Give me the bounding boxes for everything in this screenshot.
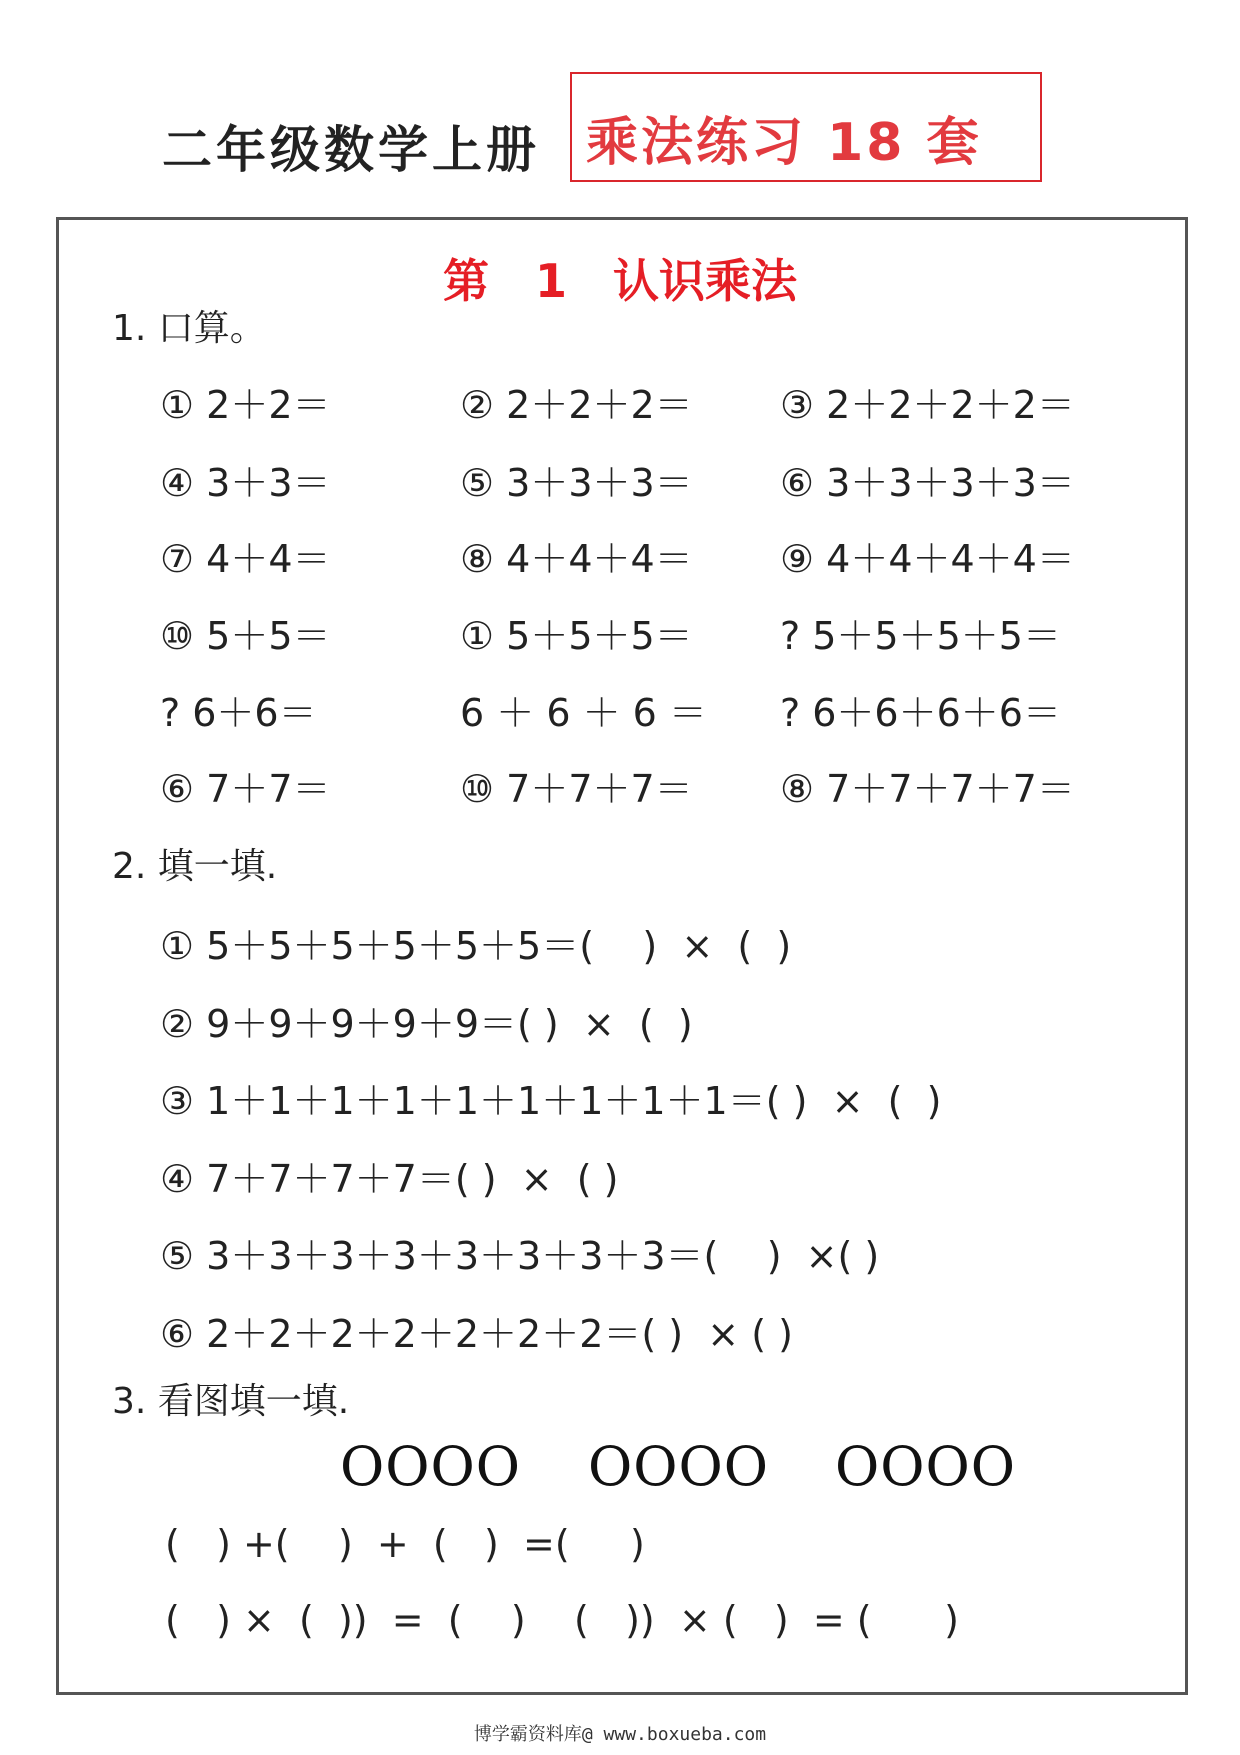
worksheet-subtitle: 乘法练习 18 套: [586, 113, 982, 173]
worksheet-title: 二年级数学上册: [162, 121, 540, 179]
q1-expr: ⑧ 4＋4＋4＝: [460, 537, 693, 581]
circle-group: OOOO: [835, 1435, 1017, 1498]
q1-expr: ⑩ 5＋5＝: [160, 614, 331, 658]
q1-expr: ③ 2＋2＋2＋2＝: [780, 383, 1075, 427]
q1-expr: ④ 3＋3＝: [160, 461, 331, 505]
q1-heading: 1. 口算。: [112, 308, 266, 349]
q1-expr: 6 ＋ 6 ＋ 6 ＝: [460, 691, 707, 735]
q2-item: ② 9＋9＋9＋9＋9＝( ) × ( ): [160, 1002, 693, 1046]
q1-expr: ⑦ 4＋4＝: [160, 537, 331, 581]
worksheet-subtitle-box: [570, 72, 1042, 182]
q1-expr: ① 5＋5＋5＝: [460, 614, 693, 658]
q1-expr: ① 2＋2＝: [160, 383, 331, 427]
q3-heading: 3. 看图填一填.: [112, 1381, 350, 1422]
q1-expr: ⑨ 4＋4＋4＋4＝: [780, 537, 1075, 581]
q2-item: ③ 1＋1＋1＋1＋1＋1＋1＋1＋1＝( ) × ( ): [160, 1079, 942, 1123]
q1-expr: ⑤ 3＋3＋3＝: [460, 461, 693, 505]
q2-item: ⑥ 2＋2＋2＋2＋2＋2＋2＝( ) × ( ): [160, 1312, 793, 1356]
q1-expr: ? 6＋6＋6＋6＝: [780, 691, 1061, 735]
q1-expr: ? 6＋6＝: [160, 691, 317, 735]
q1-expr: ② 2＋2＋2＝: [460, 383, 693, 427]
q1-expr: ⑩ 7＋7＋7＝: [460, 767, 693, 811]
q3-multiplication-line: ( ) × ( )) = ( ) ( )) × ( ) = ( ): [165, 1598, 959, 1642]
circle-group: OOOO: [588, 1435, 770, 1498]
q2-item: ① 5＋5＋5＋5＋5＋5＝( ) × ( ): [160, 924, 792, 968]
q1-expr: ⑧ 7＋7＋7＋7＝: [780, 767, 1075, 811]
q1-expr: ⑥ 7＋7＝: [160, 767, 331, 811]
q2-item: ⑤ 3＋3＋3＋3＋3＋3＋3＋3＝( ) ×( ): [160, 1234, 880, 1278]
footer-watermark: 博学霸资料库@ www.boxueba.com: [473, 1724, 767, 1745]
q2-item: ④ 7＋7＋7＋7＝( ) × ( ): [160, 1157, 619, 1201]
q2-heading: 2. 填一填.: [112, 846, 278, 887]
q3-addition-line: ( ) +( ) + ( ) =( ): [165, 1522, 645, 1566]
section-title: 第 1 认识乘法: [442, 254, 798, 308]
circle-group: OOOO: [340, 1435, 522, 1498]
q1-expr: ⑥ 3＋3＋3＋3＝: [780, 461, 1075, 505]
q1-expr: ? 5＋5＋5＋5＝: [780, 614, 1061, 658]
